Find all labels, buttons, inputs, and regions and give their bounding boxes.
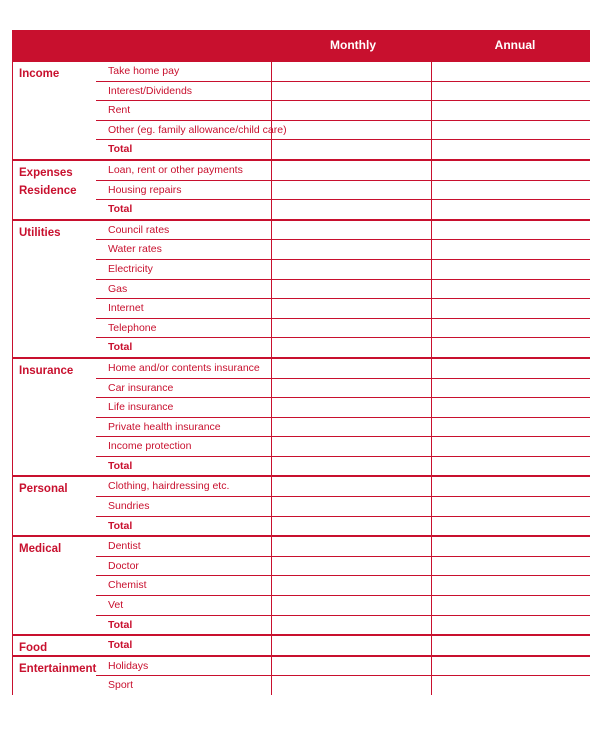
annual-cell[interactable] xyxy=(431,676,592,695)
table-row xyxy=(96,359,590,379)
table-row xyxy=(96,101,590,121)
row-label: Take home pay xyxy=(108,65,180,77)
row-label: Rent xyxy=(108,104,131,117)
monthly-cell[interactable] xyxy=(271,596,432,615)
monthly-cell[interactable] xyxy=(271,260,432,279)
annual-cell[interactable] xyxy=(431,140,592,159)
annual-cell[interactable] xyxy=(431,657,592,676)
monthly-cell[interactable] xyxy=(271,437,432,456)
section-utilities xyxy=(12,219,590,357)
annual-cell[interactable] xyxy=(431,379,592,398)
row-label: Total xyxy=(108,203,133,216)
row-label: Life insurance xyxy=(108,401,174,414)
table-row xyxy=(96,576,590,596)
table-row xyxy=(96,418,590,438)
section-income xyxy=(12,62,590,159)
table-row xyxy=(96,437,590,457)
row-label: Gas xyxy=(108,282,128,295)
monthly-cell[interactable] xyxy=(271,161,432,180)
row-label: Water rates xyxy=(108,243,162,256)
monthly-cell[interactable] xyxy=(271,497,432,516)
budget-table-body xyxy=(12,62,590,695)
total-row xyxy=(96,517,590,536)
monthly-cell[interactable] xyxy=(271,477,432,496)
annual-cell[interactable] xyxy=(431,280,592,299)
row-label: Total xyxy=(108,341,133,354)
annual-cell[interactable] xyxy=(431,596,592,615)
monthly-cell[interactable] xyxy=(271,221,432,240)
row-label: Sport xyxy=(108,679,134,692)
monthly-cell[interactable] xyxy=(271,240,432,259)
row-label: Income protection xyxy=(108,440,192,453)
annual-cell[interactable] xyxy=(431,497,592,516)
annual-cell[interactable] xyxy=(431,82,592,101)
monthly-cell[interactable] xyxy=(271,280,432,299)
table-row xyxy=(96,121,590,141)
row-label: Chemist xyxy=(108,579,147,592)
annual-cell[interactable] xyxy=(431,181,592,200)
annual-cell[interactable] xyxy=(431,437,592,456)
row-label: Total xyxy=(108,618,133,631)
table-row xyxy=(96,596,590,616)
table-row xyxy=(96,260,590,280)
row-label: Total xyxy=(108,143,133,156)
row-label: Sundries xyxy=(108,500,150,513)
row-label: Total xyxy=(108,459,133,472)
annual-cell[interactable] xyxy=(431,62,592,81)
row-label: Electricity xyxy=(108,262,153,275)
annual-cell[interactable] xyxy=(431,260,592,279)
table-row xyxy=(96,557,590,577)
monthly-cell[interactable] xyxy=(271,359,432,378)
row-label: Other (eg. family allowance/child care) xyxy=(108,123,287,136)
row-label: Vet xyxy=(108,599,124,612)
row-label: Total xyxy=(108,519,133,532)
monthly-cell[interactable] xyxy=(271,379,432,398)
category-label: Expenses Residence xyxy=(19,166,77,197)
monthly-cell[interactable] xyxy=(271,537,432,556)
monthly-cell[interactable] xyxy=(271,140,432,159)
total-row xyxy=(96,636,590,655)
monthly-cell[interactable] xyxy=(271,200,432,219)
row-label: Home and/or contents insurance xyxy=(108,361,260,374)
row-label: Telephone xyxy=(108,321,157,334)
table-row xyxy=(96,299,590,319)
row-label: Holidays xyxy=(108,659,149,672)
table-row xyxy=(96,161,590,181)
annual-cell[interactable] xyxy=(431,221,592,240)
section-personal xyxy=(12,475,590,535)
category-label: Insurance xyxy=(19,364,74,377)
monthly-cell[interactable] xyxy=(271,418,432,437)
annual-cell[interactable] xyxy=(431,418,592,437)
monthly-cell[interactable] xyxy=(271,181,432,200)
annual-cell[interactable] xyxy=(431,636,592,655)
annual-cell[interactable] xyxy=(431,616,592,635)
monthly-cell[interactable] xyxy=(271,636,432,655)
monthly-cell[interactable] xyxy=(271,82,432,101)
section-entertainment xyxy=(12,655,590,695)
monthly-cell[interactable] xyxy=(271,319,432,338)
annual-cell[interactable] xyxy=(431,398,592,417)
annual-cell[interactable] xyxy=(431,537,592,556)
table-row xyxy=(96,676,590,695)
section-expenses-residence xyxy=(12,159,590,219)
monthly-cell[interactable] xyxy=(271,398,432,417)
monthly-cell[interactable] xyxy=(271,121,432,140)
monthly-cell[interactable] xyxy=(271,676,432,695)
monthly-cell[interactable] xyxy=(271,101,432,120)
monthly-cell[interactable] xyxy=(271,557,432,576)
monthly-cell[interactable] xyxy=(271,517,432,536)
table-row xyxy=(96,240,590,260)
category-label: Personal xyxy=(19,483,68,496)
table-row xyxy=(96,477,590,497)
table-header xyxy=(12,30,590,62)
table-row xyxy=(96,537,590,557)
table-row xyxy=(96,657,590,677)
table-row xyxy=(96,497,590,517)
monthly-cell[interactable] xyxy=(271,576,432,595)
row-label: Council rates xyxy=(108,223,170,236)
row-label: Internet xyxy=(108,302,144,315)
annual-cell[interactable] xyxy=(431,121,592,140)
category-label: Entertainment xyxy=(19,662,97,675)
category-label: Utilities xyxy=(19,226,61,239)
total-row xyxy=(96,140,590,159)
table-row xyxy=(96,398,590,418)
annual-cell[interactable] xyxy=(431,319,592,338)
annual-cell[interactable] xyxy=(431,200,592,219)
table-row xyxy=(96,82,590,102)
section-insurance xyxy=(12,357,590,476)
category-label: Food xyxy=(19,642,48,655)
row-label: Housing repairs xyxy=(108,183,182,196)
monthly-cell[interactable] xyxy=(271,457,432,476)
section-medical xyxy=(12,535,590,634)
row-label: Doctor xyxy=(108,559,139,572)
total-row xyxy=(96,616,590,635)
row-label: Clothing, hairdressing etc. xyxy=(108,480,230,493)
annual-cell[interactable] xyxy=(431,240,592,259)
annual-column-header: Annual xyxy=(494,38,536,52)
table-row xyxy=(96,379,590,399)
section-food xyxy=(12,634,590,655)
monthly-cell[interactable] xyxy=(271,62,432,81)
annual-cell[interactable] xyxy=(431,161,592,180)
annual-cell[interactable] xyxy=(431,457,592,476)
annual-cell[interactable] xyxy=(431,557,592,576)
annual-cell[interactable] xyxy=(431,477,592,496)
row-label: Loan, rent or other payments xyxy=(108,163,243,176)
table-row xyxy=(96,280,590,300)
total-row xyxy=(96,200,590,219)
annual-cell[interactable] xyxy=(431,101,592,120)
table-row xyxy=(96,319,590,339)
row-label: Dentist xyxy=(108,540,141,553)
total-row xyxy=(96,338,590,357)
table-row xyxy=(96,221,590,241)
monthly-cell[interactable] xyxy=(271,299,432,318)
category-label: Income xyxy=(19,68,60,80)
category-label: Medical xyxy=(19,543,62,556)
monthly-cell[interactable] xyxy=(271,616,432,635)
row-label: Total xyxy=(108,639,133,652)
monthly-cell[interactable] xyxy=(271,657,432,676)
monthly-cell[interactable] xyxy=(271,338,432,357)
monthly-column-header: Monthly xyxy=(330,38,376,52)
row-label: Private health insurance xyxy=(108,420,221,433)
annual-cell[interactable] xyxy=(431,359,592,378)
table-row xyxy=(96,62,590,82)
annual-cell[interactable] xyxy=(431,517,592,536)
budget-sheet xyxy=(12,30,590,695)
annual-cell[interactable] xyxy=(431,338,592,357)
table-row xyxy=(96,181,590,201)
annual-cell[interactable] xyxy=(431,576,592,595)
row-label: Interest/Dividends xyxy=(108,84,193,97)
total-row xyxy=(96,457,590,476)
annual-cell[interactable] xyxy=(431,299,592,318)
row-label: Car insurance xyxy=(108,381,174,394)
